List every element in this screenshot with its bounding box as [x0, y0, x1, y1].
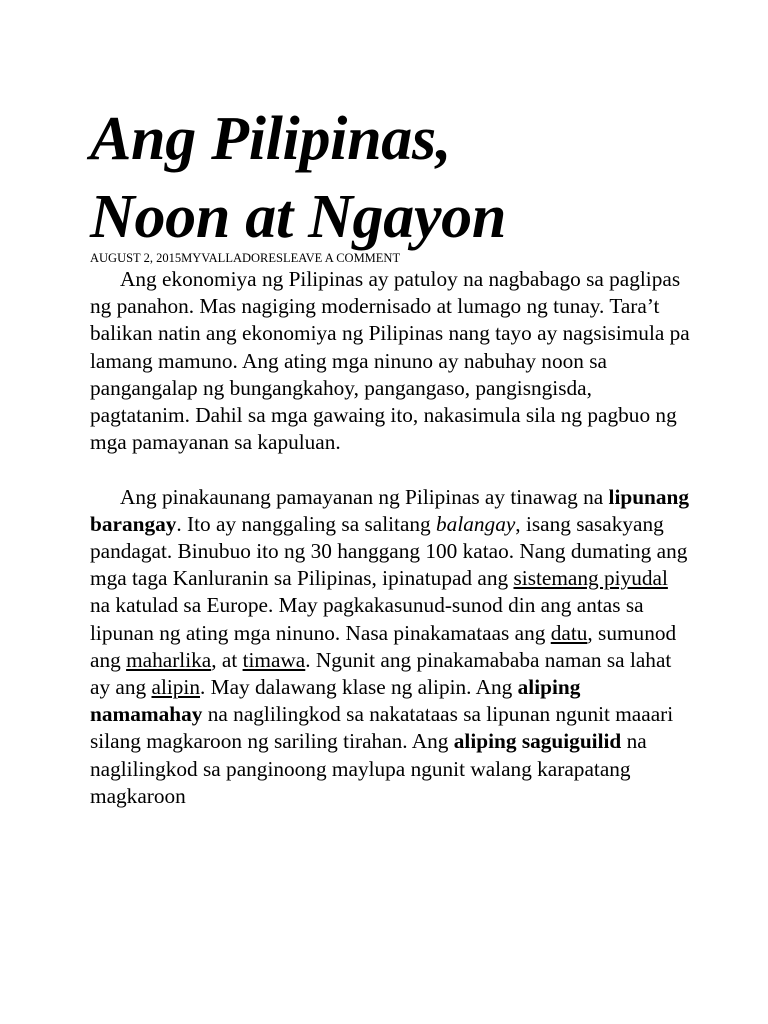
link-alipin[interactable]: alipin [151, 675, 201, 700]
term-lipunang-barangay: lipunang barangay [90, 484, 690, 536]
paragraph-1 [90, 266, 690, 456]
text-run: . Ito ay nanggaling sa salitang [176, 511, 437, 536]
text-run: . Ngunit ang pinakamababa naman sa lahat ay ang [90, 647, 672, 700]
term-aliping-namamahay: aliping namamahay [90, 675, 581, 727]
paragraph-2 [90, 484, 690, 810]
post-title-line-1: Ang Pilipinas, [90, 105, 452, 173]
text-run: na naglilingkod sa panginoong maylupa ngunit walang karapatang magkaroon [90, 729, 647, 808]
text-run: . May dalawang klase ng alipin. Ang [200, 675, 518, 700]
text-run: , sumunod ang [90, 620, 677, 672]
term-aliping-saguiguilid: aliping saguiguilid [453, 729, 622, 754]
text-run: na katulad sa Europe. May pagkakasunud-sunod din ang antas sa lipunan ng ating mga ninuno. Nasa pinakamataas ang [90, 593, 644, 645]
link-maharlika[interactable]: maharlika [126, 647, 212, 672]
text-run: , at [211, 647, 243, 672]
paragraph-1-text: Ang ekonomiya ng Pilipinas ay patuloy na nagbabago sa paglipas ng panahon. Mas nagiging modernisado at lumago ng tunay. Tara’t balikan natin ang ekonomiya ng Pilipinas nang tayo ay nagsisimula pa lamang mamuno. Ang ating mga ninuno ay nabuhay noon sa pangangalap ng bungangkahoy, pangangaso, pangisngisda, pagtatanim. Dahil sa mga gawaing ito, nakasimula sila ng pagbuo ng mga pamayanan sa kapuluan. [90, 267, 690, 455]
post-meta: AUGUST 2, 2015MYVALLADORESLEAVE A COMMENT [90, 251, 401, 265]
text-run: Ang pinakaunang pamayanan ng Pilipinas ay tinawag na [120, 484, 609, 509]
post-title-line-2: Noon at Ngayon [90, 183, 507, 251]
term-balangay: balangay [436, 511, 516, 536]
text-run: , isang sasakyang pandagat. Binubuo ito ng 30 hanggang 100 katao. Nang dumating ang mga taga Kanluranin sa Pilipinas, ipinatupad ang [90, 511, 688, 591]
link-timawa[interactable]: timawa [242, 647, 306, 672]
link-datu[interactable]: datu [550, 620, 588, 645]
link-sistemang-piyudal[interactable]: sistemang piyudal [513, 566, 668, 591]
article [90, 100, 690, 810]
post-title [90, 100, 690, 256]
text-run: na naglilingkod sa nakatataas sa lipunan ngunit maaari silang magkaroon ng sariling tirahan. Ang [90, 702, 674, 754]
